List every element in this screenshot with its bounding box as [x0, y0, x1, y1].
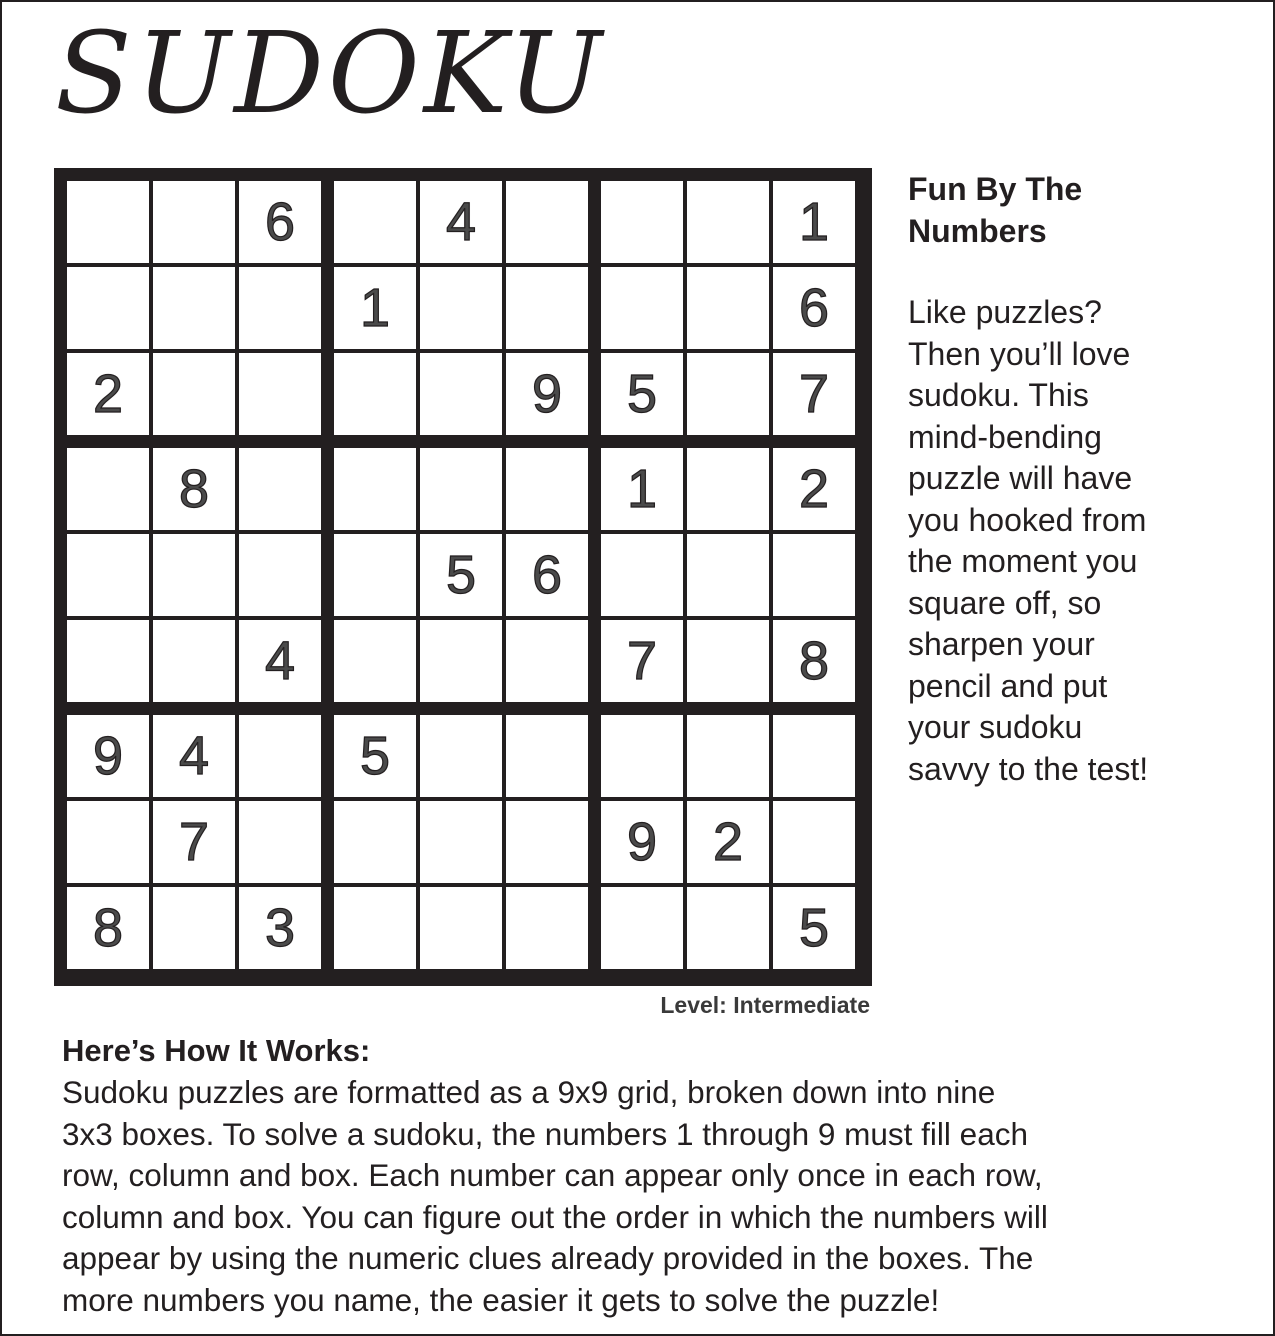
sidebar-title: Fun By The Numbers: [908, 171, 1083, 249]
sudoku-cell-r2-c6[interactable]: [506, 267, 588, 349]
sudoku-cell-r3-c5[interactable]: [420, 353, 502, 435]
sudoku-cell-r2-c2[interactable]: [153, 267, 235, 349]
sudoku-cell-r6-c4[interactable]: [334, 620, 416, 702]
sudoku-cell-r3-c4[interactable]: [334, 353, 416, 435]
sudoku-cell-r5-c5: 5: [420, 534, 502, 616]
sudoku-cell-r2-c7[interactable]: [601, 267, 683, 349]
sudoku-cell-r5-c4[interactable]: [334, 534, 416, 616]
sidebar: [908, 168, 1258, 790]
sudoku-cell-r4-c2: 8: [153, 448, 235, 530]
sudoku-cell-r1-c4[interactable]: [334, 181, 416, 263]
sudoku-cell-r3-c6: 9: [506, 353, 588, 435]
sudoku-cell-r8-c6[interactable]: [506, 801, 588, 883]
sudoku-cell-r4-c7: 1: [601, 448, 683, 530]
sudoku-cell-r3-c7: 5: [601, 353, 683, 435]
sudoku-cell-r7-c7[interactable]: [601, 715, 683, 797]
sudoku-cell-r7-c9[interactable]: [773, 715, 855, 797]
sudoku-cell-r6-c1[interactable]: [67, 620, 149, 702]
sudoku-cell-r7-c1: 9: [67, 715, 149, 797]
sudoku-cell-r6-c9: 8: [773, 620, 855, 702]
sudoku-cell-r5-c8[interactable]: [687, 534, 769, 616]
sudoku-cell-r8-c1[interactable]: [67, 801, 149, 883]
sudoku-cell-r9-c8[interactable]: [687, 887, 769, 969]
instructions: [62, 1030, 1257, 1322]
sudoku-cell-r7-c6[interactable]: [506, 715, 588, 797]
sudoku-cell-r4-c9: 2: [773, 448, 855, 530]
sudoku-cell-r5-c1[interactable]: [67, 534, 149, 616]
sudoku-cell-r1-c8[interactable]: [687, 181, 769, 263]
sudoku-cell-r4-c3[interactable]: [239, 448, 321, 530]
instructions-title: Here’s How It Works:: [62, 1033, 371, 1068]
sudoku-cell-r9-c2[interactable]: [153, 887, 235, 969]
sudoku-cell-r1-c6[interactable]: [506, 181, 588, 263]
sudoku-cell-r3-c9: 7: [773, 353, 855, 435]
sudoku-cell-r8-c7: 9: [601, 801, 683, 883]
sudoku-cell-r8-c9[interactable]: [773, 801, 855, 883]
sudoku-cell-r2-c3[interactable]: [239, 267, 321, 349]
sudoku-cell-r2-c5[interactable]: [420, 267, 502, 349]
sudoku-cell-r3-c1: 2: [67, 353, 149, 435]
sudoku-cell-r8-c4[interactable]: [334, 801, 416, 883]
sudoku-cell-r5-c3[interactable]: [239, 534, 321, 616]
sudoku-cell-r4-c1[interactable]: [67, 448, 149, 530]
sudoku-cell-r1-c1[interactable]: [67, 181, 149, 263]
sudoku-cell-r4-c5[interactable]: [420, 448, 502, 530]
sudoku-cell-r3-c2[interactable]: [153, 353, 235, 435]
sudoku-cell-r6-c8[interactable]: [687, 620, 769, 702]
sudoku-cell-r5-c7[interactable]: [601, 534, 683, 616]
sudoku-cell-r8-c3[interactable]: [239, 801, 321, 883]
difficulty-level: Level: Intermediate: [660, 992, 870, 1018]
sidebar-description: Like puzzles? Then you’ll love sudoku. This mind-bending puzzle will have you hooked from the moment you square off, so sharpen your pencil and put your sudoku savvy to the test!: [908, 294, 1149, 787]
sudoku-cell-r6-c2[interactable]: [153, 620, 235, 702]
sudoku-cell-r7-c5[interactable]: [420, 715, 502, 797]
sudoku-cell-r9-c4[interactable]: [334, 887, 416, 969]
sudoku-board: [54, 168, 872, 986]
sudoku-cell-r8-c2: 7: [153, 801, 235, 883]
sudoku-cell-r2-c4: 1: [334, 267, 416, 349]
sudoku-cell-r4-c6[interactable]: [506, 448, 588, 530]
sudoku-cell-r5-c6: 6: [506, 534, 588, 616]
sudoku-cell-r2-c8[interactable]: [687, 267, 769, 349]
sudoku-cell-r7-c8[interactable]: [687, 715, 769, 797]
sudoku-cell-r9-c9: 5: [773, 887, 855, 969]
sudoku-cell-r6-c7: 7: [601, 620, 683, 702]
sudoku-cell-r1-c9: 1: [773, 181, 855, 263]
page-title: SUDOKU: [55, 9, 606, 139]
instructions-body: Sudoku puzzles are formatted as a 9x9 grid, broken down into nine 3x3 boxes. To solve a sudoku, the numbers 1 through 9 must fill each row, column and box. Each number can appear only once in each row, column and box. You can figure out the order in which the numbers will appear by using the numeric clues already provided in the boxes. The more numbers you name, the easier it gets to solve the puzzle!: [62, 1074, 1048, 1318]
sudoku-cell-r7-c2: 4: [153, 715, 235, 797]
sudoku-cell-r5-c9[interactable]: [773, 534, 855, 616]
sudoku-cell-r8-c5[interactable]: [420, 801, 502, 883]
sudoku-cell-r5-c2[interactable]: [153, 534, 235, 616]
sudoku-cell-r2-c9: 6: [773, 267, 855, 349]
sudoku-cell-r1-c2[interactable]: [153, 181, 235, 263]
sudoku-cell-r3-c8[interactable]: [687, 353, 769, 435]
sudoku-cell-r9-c6[interactable]: [506, 887, 588, 969]
sudoku-cell-r1-c7[interactable]: [601, 181, 683, 263]
sudoku-cell-r9-c5[interactable]: [420, 887, 502, 969]
sudoku-cell-r9-c7[interactable]: [601, 887, 683, 969]
sudoku-cell-r1-c3: 6: [239, 181, 321, 263]
sudoku-cell-r4-c8[interactable]: [687, 448, 769, 530]
sudoku-cell-r8-c8: 2: [687, 801, 769, 883]
sudoku-cell-r6-c6[interactable]: [506, 620, 588, 702]
sudoku-cell-r3-c3[interactable]: [239, 353, 321, 435]
sudoku-cell-r7-c3[interactable]: [239, 715, 321, 797]
sudoku-cell-r9-c1: 8: [67, 887, 149, 969]
sudoku-cell-r9-c3: 3: [239, 887, 321, 969]
sudoku-cell-r6-c5[interactable]: [420, 620, 502, 702]
sudoku-cell-r2-c1[interactable]: [67, 267, 149, 349]
sudoku-cell-r1-c5: 4: [420, 181, 502, 263]
sudoku-cell-r4-c4[interactable]: [334, 448, 416, 530]
sudoku-cell-r7-c4: 5: [334, 715, 416, 797]
sudoku-cell-r6-c3: 4: [239, 620, 321, 702]
